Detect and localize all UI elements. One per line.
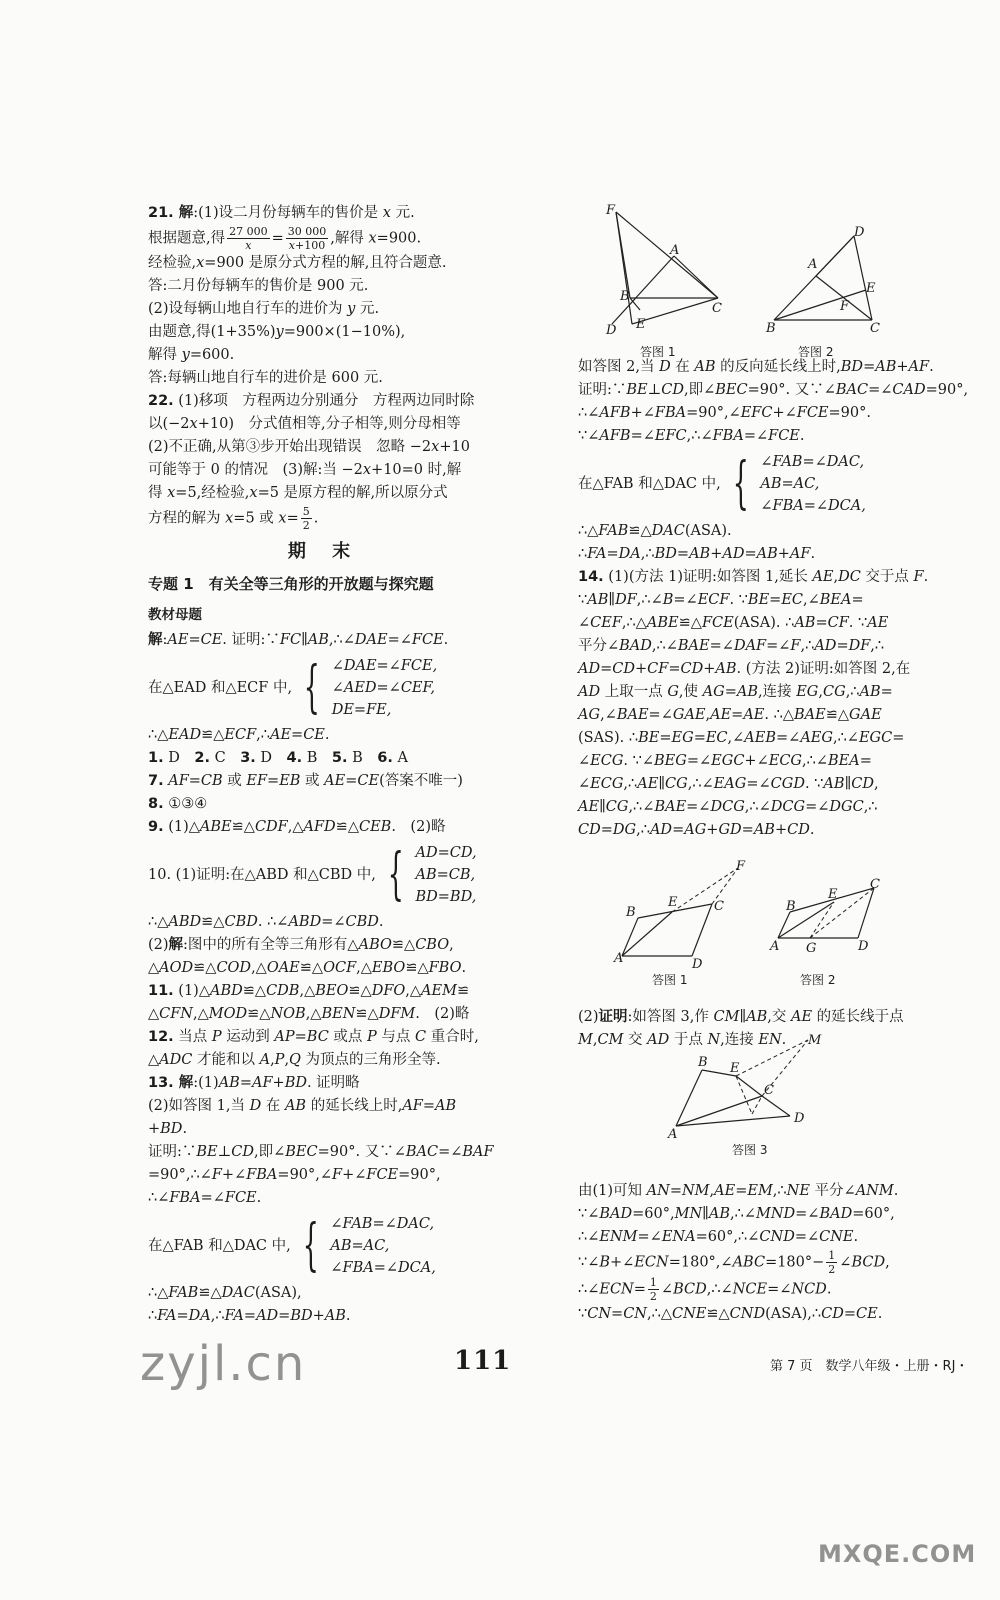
text-line-l11: (2)不正确,从第③步开始出现错误 忽略 −2x+10	[148, 439, 470, 455]
fig14a-label-D: D	[692, 957, 703, 972]
system-4-row: ∠FAB=∠DAC,	[760, 454, 865, 470]
text-line-l4: 答:二月份每辆车的售价是 900 元.	[148, 278, 369, 294]
text-line-q2: ∴FA=DA,∴FA=AD=BD+AB.	[148, 1308, 351, 1324]
text-line-p8: 13. 解:(1)AB=AF+BD. 证明略	[148, 1075, 360, 1091]
fig1-label-F: F	[606, 203, 616, 218]
text-line-r1: 如答图 2,当 D 在 AB 的反向延长线上时,BD=AB+AF.	[578, 359, 934, 375]
text-line-r2: 证明:∵BE⊥CD,即∠BEC=90°. 又∵∠BAC=∠CAD=90°,	[578, 382, 969, 398]
system-1	[148, 655, 500, 721]
answers-10-13	[148, 911, 500, 1210]
text-line-l14: 方程的解为 x=5 或 x= $\frac{5}{2}$ .	[148, 505, 319, 532]
text-line-p7: △ADC 才能和以 A,P,Q 为顶点的三角形全等.	[148, 1052, 441, 1068]
text-line-l7: 解得 y=600.	[148, 347, 235, 363]
fig14b-label-G: G	[806, 941, 817, 956]
fig14b-label-A: A	[770, 939, 780, 954]
text-line-u2: ∵∠BAD=60°,MN∥AB,∴∠MND=∠BAD=60°,	[578, 1206, 895, 1222]
text-line-t1: (2)证明:如答图 3,作 CM∥AB,交 AE 的延长线于点	[578, 1009, 904, 1025]
figure-14-2	[770, 878, 900, 988]
text-line-l6: 由题意,得(1+35%)y=900×(1−10%),	[148, 324, 406, 340]
text-line-p1: ∴△ABD≌△CBD. ∴∠ABD=∠CBD.	[148, 914, 384, 930]
brace-icon: {	[302, 1213, 319, 1278]
answers-1-9	[148, 724, 500, 839]
text-line-n4: 8. ①③④	[148, 796, 208, 812]
text-line-s8: AD 上取一点 G,使 AG=AB,连接 EG,CG,∴AB=	[578, 684, 893, 700]
fig14a-label-E: E	[668, 895, 678, 910]
topic-title: 专题 1 有关全等三角形的开放题与探究题	[148, 575, 434, 593]
system-2-row: BD=BD,	[415, 889, 477, 905]
text-line-u6: ∵CN=CN,∴△CNE≌△CND(ASA),∴CD=CE.	[578, 1306, 883, 1322]
watermark-right: MXQE.COM	[818, 1540, 977, 1568]
text-line-p5: △CFN,△MOD≌△NOB,△BEN≌△DFM. (2)略	[148, 1006, 470, 1022]
text-line-p13: ∴∠FBA=∠FCE.	[148, 1190, 262, 1206]
text-line-s7: AD=CD+CF=CD+AB. (方法 2)证明:如答图 2,在	[578, 661, 911, 677]
fig14c-label-E: E	[730, 1061, 740, 1076]
answer-13-end	[148, 1282, 500, 1328]
text-line-p9: (2)如答图 1,当 D 在 AB 的延长线上时,AF=AB	[148, 1098, 457, 1114]
right-column	[578, 356, 969, 1326]
text-line-r4: ∵∠AFB=∠EFC,∴∠FBA=∠FCE.	[578, 428, 805, 444]
text-line-s4: ∵AB∥DF,∴∠B=∠ECF. ∵BE=EC,∠BEA=	[578, 592, 864, 608]
fig2-label-E: E	[866, 281, 876, 296]
fig1-label-B: B	[620, 289, 630, 304]
system-4-row: AB=AC,	[760, 476, 820, 492]
text-line-r3: ∴∠AFB+∠FBA=90°,∠EFC+∠FCE=90°.	[578, 405, 871, 421]
text-line-u5: ∴∠ECN= $\frac{1}{2}$ ∠BCD,∴∠NCE=∠NCD.	[578, 1276, 832, 1303]
system-4-prefix: 在△FAB 和△DAC 中,	[578, 475, 721, 492]
system-3-row: ∠FAB=∠DAC,	[330, 1216, 435, 1232]
brace-icon: {	[387, 842, 404, 907]
fig1-label-A: A	[670, 243, 680, 258]
system-1-row: DE=FE,	[331, 702, 392, 718]
text-line-s10: (SAS). ∴BE=EG=EC,∠AEB=∠AEG,∴∠EGC=	[578, 730, 905, 746]
text-line-s9: AG,∠BAE=∠GAE,AE=AE. ∴△BAE≌△GAE	[578, 707, 882, 723]
figure-14-1	[612, 858, 772, 988]
system-1-row: ∠AED=∠CEF,	[331, 680, 435, 696]
text-line-n2: 1. D 2. C 3. D 4. B 5. B 6. A	[148, 750, 408, 766]
text-line-n1: ∴△EAD≌△ECF,∴AE=CE.	[148, 727, 330, 743]
fig1-label-E: E	[636, 317, 646, 332]
system-2-row: AB=CB,	[415, 867, 476, 883]
text-line-s6: 平分∠BAD,∴∠BAE=∠DAF=∠F,∴AD=DF,∴	[578, 638, 885, 654]
text-line-p2: (2)解:图中的所有全等三角形有△ABO≌△CBO,	[148, 937, 454, 953]
fig14a-label-B: B	[626, 905, 636, 920]
fig2-label-F: F	[840, 299, 850, 314]
text-line-s13: AE∥CG,∴∠BAE=∠DCG,∴∠DCG=∠DGC,∴	[578, 799, 878, 815]
text-line-l3: 经检验,x=900 是原分式方程的解,且符合题意.	[148, 255, 447, 271]
page-footer: 第 7 页 数学八年级・上册・RJ・	[770, 1359, 969, 1374]
text-line-s3: 14. (1)(方法 1)证明:如答图 1,延长 AE,DC 交于点 F.	[578, 569, 929, 585]
fig2-label-A: A	[808, 257, 818, 272]
textbook-label: 教材母题	[148, 607, 202, 623]
fig-caption-1: 答图 1	[652, 973, 688, 987]
fig-caption-3: 答图 3	[732, 1143, 768, 1157]
system-4	[578, 451, 938, 517]
text-line-u4: ∵∠B+∠ECN=180°,∠ABC=180°− $\frac{1}{2}$ ∠BCD,	[578, 1249, 890, 1276]
system-3-row: AB=AC,	[330, 1238, 390, 1254]
textbook-solution	[148, 629, 500, 652]
text-line-p4: 11. (1)△ABD≌△CDB,△BEO≌△DFO,△AEM≌	[148, 983, 470, 999]
text-line-l12: 可能等于 0 的情况 (3)解:当 −2x+10=0 时,解	[148, 462, 462, 478]
text-line-s5: ∠CEF,∴△ABE≌△FCE(ASA). ∴AB=CF. ∵AE	[578, 615, 889, 631]
text-line-p3: △AOD≌△COD,△OAE≌△OCF,△EBO≌△FBO.	[148, 960, 467, 976]
fig2-label-B: B	[766, 321, 776, 336]
brace-icon: {	[732, 451, 749, 516]
answer-21-22-block	[148, 202, 500, 532]
fig14b-label-D: D	[858, 939, 869, 954]
answer-13-case2	[578, 356, 969, 448]
left-column	[148, 202, 500, 1328]
text-line-l13: 得 x=5,经检验,x=5 是原方程的解,所以原分式	[148, 485, 448, 501]
fig2-label-D: D	[854, 225, 865, 240]
fig-caption-2: 答图 2	[800, 973, 836, 987]
system-2	[148, 842, 500, 908]
text-line-l8: 答:每辆山地自行车的进价是 600 元.	[148, 370, 383, 386]
system-2-row: AD=CD,	[415, 845, 477, 861]
text-line-n3: 7. AF=CB 或 EF=EB 或 AE=CE(答案不唯一)	[148, 773, 463, 789]
answer-14-part2-end	[578, 1180, 938, 1326]
text-line-u3: ∴∠ENM=∠ENA=60°,∴∠CND=∠CNE.	[578, 1229, 859, 1245]
figure-13-2	[760, 220, 900, 370]
fig2-label-C: C	[870, 321, 880, 336]
text-line-l5: (2)设每辆山地自行车的进价为 y 元.	[148, 301, 380, 317]
text-line-p11: 证明:∵BE⊥CD,即∠BEC=90°. 又∵∠BAC=∠BAF	[148, 1144, 494, 1160]
section-title: 期 末	[287, 541, 361, 562]
text-line-p12: =90°,∴∠F+∠FBA=90°,∠F+∠FCE=90°,	[148, 1167, 441, 1183]
answer-14-part1	[578, 520, 938, 842]
system-1-row: ∠DAE=∠FCE,	[331, 658, 438, 674]
text-line-p10: +BD.	[148, 1121, 188, 1137]
figure-14-3	[660, 1030, 840, 1160]
page-number: 111	[454, 1346, 512, 1376]
system-3	[148, 1213, 500, 1279]
brace-icon: {	[303, 655, 320, 720]
text-line-l2: 根据题意,得 $\frac{27 000}{x}$ = $\frac{30 000}{x+100}$ ,解得 x=900.	[148, 225, 422, 252]
system-1-prefix: 在△EAD 和△ECF 中,	[148, 679, 293, 696]
text-line-u1: 由(1)可知 AN=NM,AE=EM,∴NE 平分∠ANM.	[578, 1183, 899, 1199]
fig1-label-C: C	[712, 301, 722, 316]
fig14b-label-E: E	[828, 887, 838, 902]
fig14c-label-M: M	[808, 1033, 822, 1048]
fig-caption-1: 答图 1	[640, 345, 676, 359]
fig-caption-2: 答图 2	[798, 345, 834, 359]
text-line-s12: ∠ECG,∴AE∥CG,∴∠EAG=∠CGD. ∵AB∥CD,	[578, 776, 879, 792]
watermark-left: zyjl.cn	[140, 1336, 307, 1392]
fig14c-label-D: D	[794, 1111, 805, 1126]
text-line-s14: CD=DG,∴AD=AG+GD=AB+CD.	[578, 822, 815, 838]
fig14c-label-B: B	[698, 1055, 708, 1070]
system-2-prefix: 10. (1)证明:在△ABD 和△CBD 中,	[148, 866, 376, 883]
text-line-p6: 12. 当点 P 运动到 AP=BC 或点 P 与点 C 重合时,	[148, 1029, 479, 1045]
text-line-n5: 9. (1)△ABE≌△CDF,△AFD≌△CEB. (2)略	[148, 819, 446, 835]
text-line-l1: 21. 解:(1)设二月份每辆车的售价是 x 元.	[148, 205, 415, 221]
fig14b-label-C: C	[870, 877, 880, 892]
system-3-row: ∠FBA=∠DCA,	[330, 1260, 436, 1276]
system-4-row: ∠FBA=∠DCA,	[760, 498, 866, 514]
fig14c-label-A: A	[668, 1127, 678, 1142]
fig1-label-D: D	[606, 323, 617, 338]
text-line-m1: 解:AE=CE. 证明:∵FC∥AB,∴∠DAE=∠FCE.	[148, 632, 449, 648]
text-line-q1: ∴△FAB≌△DAC(ASA),	[148, 1285, 302, 1301]
text-line-s11: ∠ECG. ∵∠BEG=∠EGC+∠ECG,∴∠BEA=	[578, 753, 872, 769]
text-line-s2: ∴FA=DA,∴BD=AB+AD=AB+AF.	[578, 546, 816, 562]
figure-13-1	[600, 200, 740, 370]
text-line-t2: M,CM 交 AD 于点 N,连接 EN.	[578, 1032, 787, 1048]
system-3-prefix: 在△FAB 和△DAC 中,	[148, 1237, 291, 1254]
fig14a-label-C: C	[714, 899, 724, 914]
fig14c-label-C: C	[764, 1083, 774, 1098]
fig14a-label-A: A	[614, 951, 624, 966]
text-line-l9: 22. (1)移项 方程两边分别通分 方程两边同时除	[148, 393, 475, 409]
fig14a-label-F: F	[736, 859, 746, 874]
text-line-l10: 以(−2x+10) 分式值相等,分子相等,则分母相等	[148, 416, 461, 432]
text-line-s1: ∴△FAB≌△DAC(ASA).	[578, 523, 732, 539]
fig14b-label-B: B	[786, 899, 796, 914]
